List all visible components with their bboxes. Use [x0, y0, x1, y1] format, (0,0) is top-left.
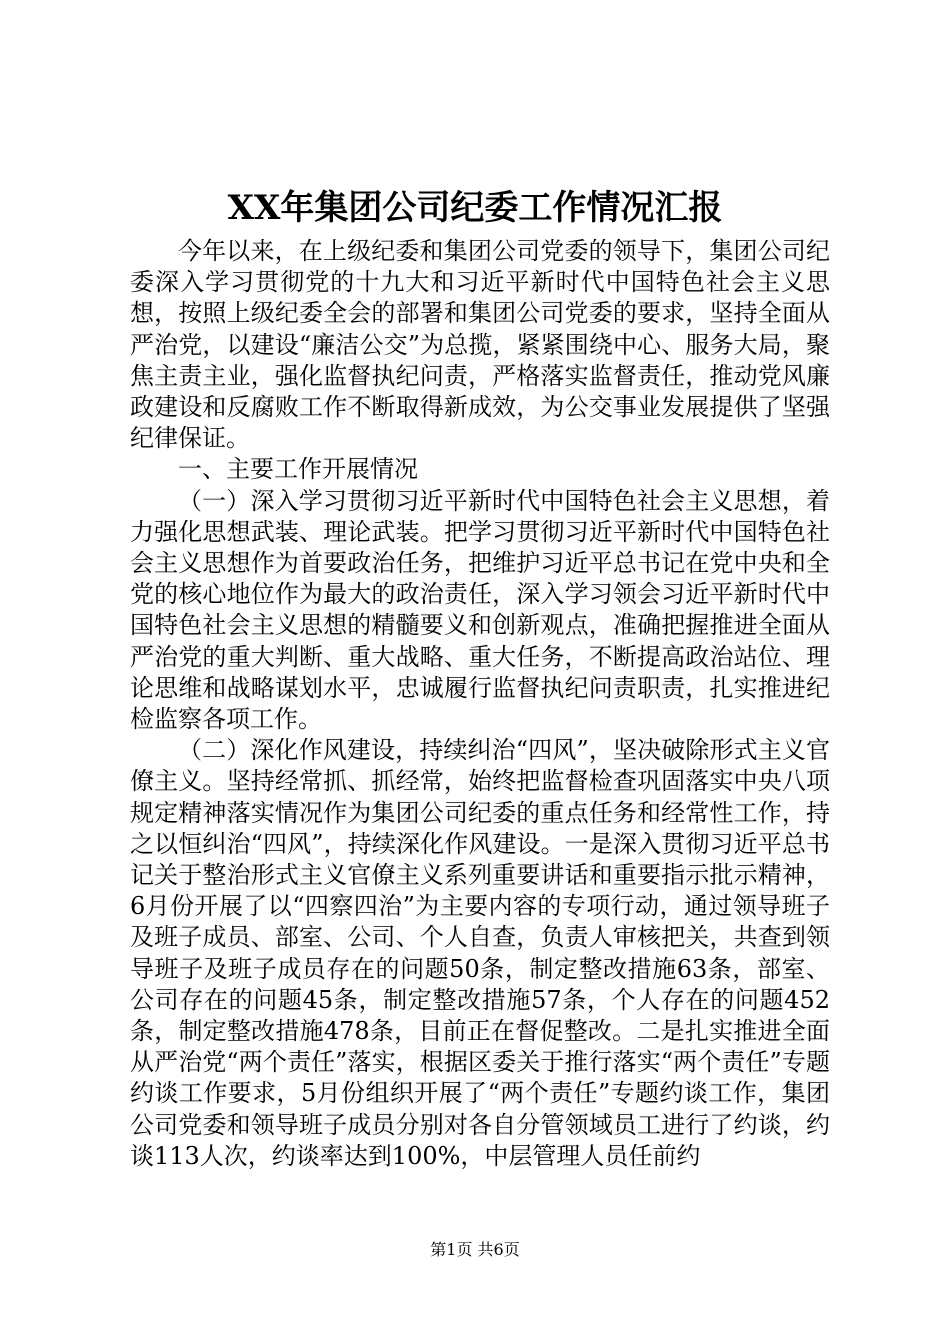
body-paragraph: （一）深入学习贯彻习近平新时代中国特色社会主义思想，着力强化思想武装、理论武装。把学习贯彻习近平新时代中国特色社会主义思想作为首要政治任务，把维护习近平总书记在党中央和全党的核心地位作为最大的政治责任，深入学习领会习近平新时代中国特色社会主义思想的精髓要义和创新观点，准确把握推进全面从严治党的重大判断、重大战略、重大任务，不断提高政治站位、理论思维和战略谋划水平，忠诚履行监督执纪问责职责，扎实推进纪检监察各项工作。: [130, 486, 830, 734]
document-title: XX年集团公司纪委工作情况汇报: [227, 188, 723, 228]
intro-paragraph: 今年以来，在上级纪委和集团公司党委的领导下，集团公司纪委深入学习贯彻党的十九大和习近平新时代中国特色社会主义思想，按照上级纪委全会的部署和集团公司党委的要求，坚持全面从严治党，以建设“廉洁公交”为总揽，紧紧围绕中心、服务大局，聚焦主责主业，强化监督执纪问责，严格落实监督责任，推动党风廉政建设和反腐败工作不断取得新成效，为公交事业发展提供了坚强纪律保证。: [130, 237, 830, 453]
page-number-footer: 第1页 共6页: [430, 1240, 520, 1259]
document-body: [130, 236, 830, 1172]
body-paragraph: （二）深化作风建设，持续纠治“四风”，坚决破除形式主义官僚主义。坚持经常抓、抓经常，始终把监督检查巩固落实中央八项规定精神落实情况作为集团公司纪委的重点任务和经常性工作，持之以恒纠治“四风”，持续深化作风建设。一是深入贯彻习近平总书记关于整治形式主义官僚主义系列重要讲话和重要指示批示精神，6月份开展了以“四察四治”为主要内容的专项行动，通过领导班子及班子成员、部室、公司、个人自查，负责人审核把关，共查到领导班子及班子成员存在的问题50条，制定整改措施63条，部室、公司存在的问题45条，制定整改措施57条，个人存在的问题452条，制定整改措施478条，目前正在督促整改。二是扎实推进全面从严治党“两个责任”落实，根据区委关于推行落实“两个责任”专题约谈工作要求，5月份组织开展了“两个责任”专题约谈工作，集团公司党委和领导班子成员分别对各自分管领域员工进行了约谈，约谈113人次，约谈率达到100%，中层管理人员任前约: [130, 736, 830, 1170]
section-heading: 一、主要工作开展情况: [178, 455, 418, 484]
